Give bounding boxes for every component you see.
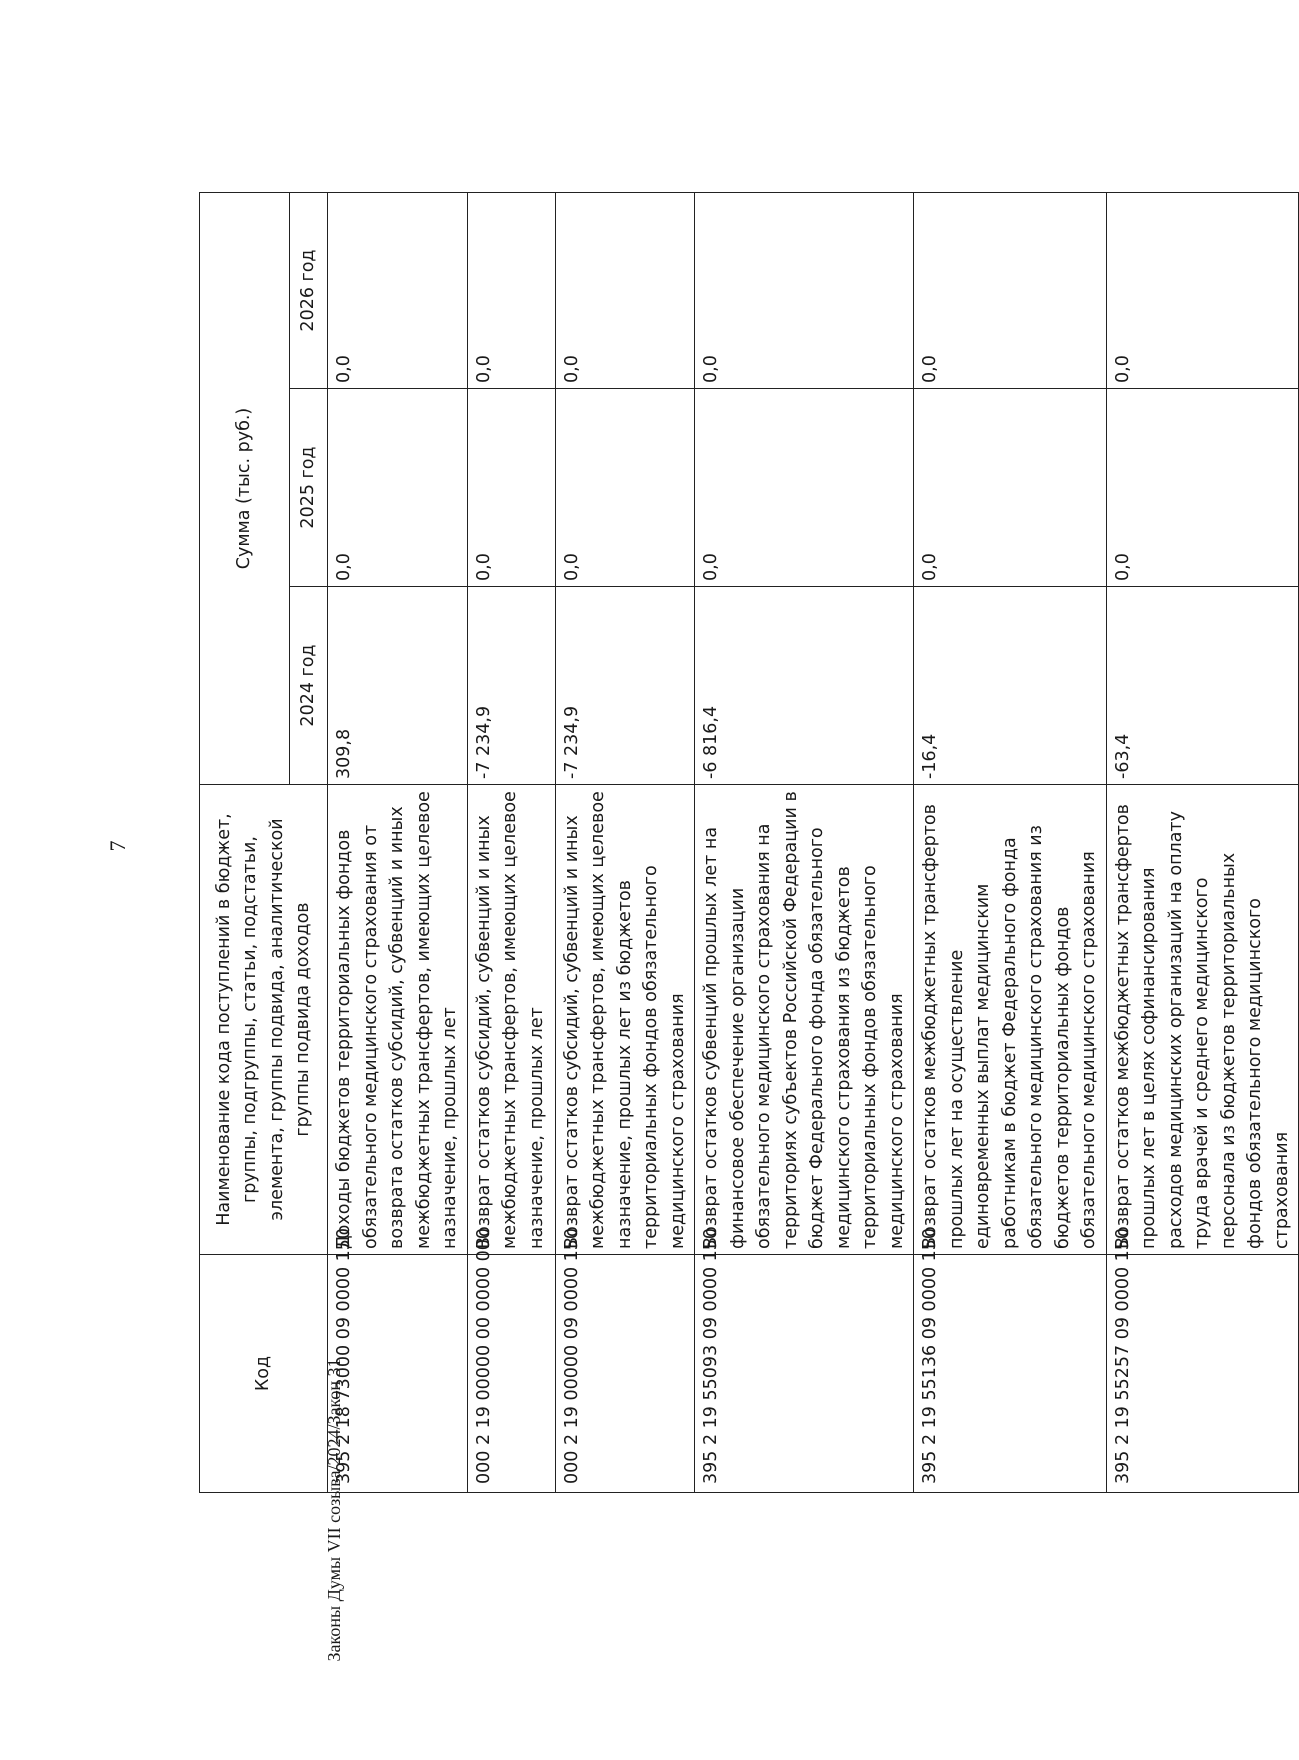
cell-2026: 0,0 xyxy=(467,193,555,389)
header-name: Наименование кода поступлений в бюджет, группы, подгруппы, статьи, подстатьи, элемента, группы подвида, аналитической группы подвида доходов xyxy=(200,785,328,1255)
cell-2026: 0,0 xyxy=(328,193,468,389)
cell-name: Возврат остатков субсидий, субвенций и иных межбюджетных трансфертов, имеющих целевое назначение, прошлых лет из бюджетов территориальных фондов обязательного медицинского страхования xyxy=(555,785,695,1255)
table-row xyxy=(467,193,555,1493)
cell-2024: -7 234,9 xyxy=(467,587,555,785)
table-row xyxy=(328,193,468,1493)
cell-2026: 0,0 xyxy=(695,193,914,389)
revenue-table xyxy=(199,192,1299,1493)
table-header-row xyxy=(200,193,290,1493)
cell-code: 395 2 19 55136 09 0000 150 xyxy=(914,1255,1107,1493)
cell-2024: -16,4 xyxy=(914,587,1107,785)
table-row xyxy=(914,193,1107,1493)
cell-2024: -6 816,4 xyxy=(695,587,914,785)
cell-name: Возврат остатков межбюджетных трансфертов прошлых лет в целях софинансирования расходов медицинских организаций на оплату труда врачей и среднего медицинского персонала из бюджетов территориальных фондов обязательного медицинского страхования xyxy=(1106,785,1299,1255)
header-code: Код xyxy=(200,1255,328,1493)
header-year-2025: 2025 год xyxy=(290,389,328,587)
cell-2025: 0,0 xyxy=(467,389,555,587)
cell-code: 395 2 19 55257 09 0000 150 xyxy=(1106,1255,1299,1493)
cell-name: Возврат остатков субсидий, субвенций и иных межбюджетных трансфертов, имеющих целевое назначение, прошлых лет xyxy=(467,785,555,1255)
cell-2025: 0,0 xyxy=(914,389,1107,587)
cell-code: 000 2 19 00000 00 0000 000 xyxy=(467,1255,555,1493)
cell-code: 395 2 18 73000 09 0000 150 xyxy=(328,1255,468,1493)
table-row xyxy=(695,193,914,1493)
cell-2025: 0,0 xyxy=(555,389,695,587)
table-row xyxy=(1106,193,1299,1493)
cell-2024: 309,8 xyxy=(328,587,468,785)
cell-name: Возврат остатков субвенций прошлых лет на финансовое обеспечение организации обязательного медицинского страхования на территориях субъектов Российской Федерации в бюджет Федерального фонда обязательного медицинского страхования из бюджетов территориальных фондов обязательного медицинского страхования xyxy=(695,785,914,1255)
table-row xyxy=(555,193,695,1493)
header-sum: Сумма (тыс. руб.) xyxy=(200,193,290,785)
page-number: 7 xyxy=(105,840,130,852)
cell-2026: 0,0 xyxy=(1106,193,1299,389)
cell-2026: 0,0 xyxy=(555,193,695,389)
header-year-2024: 2024 год xyxy=(290,587,328,785)
cell-2025: 0,0 xyxy=(695,389,914,587)
cell-2024: -7 234,9 xyxy=(555,587,695,785)
header-year-2026: 2026 год xyxy=(290,193,328,389)
cell-2025: 0,0 xyxy=(328,389,468,587)
cell-code: 395 2 19 55093 09 0000 150 xyxy=(695,1255,914,1493)
cell-name: Доходы бюджетов территориальных фондов обязательного медицинского страхования от возврата остатков субсидий, субвенций и иных межбюджетных трансфертов, имеющих целевое назначение, прошлых лет xyxy=(328,785,468,1255)
cell-code: 000 2 19 00000 09 0000 150 xyxy=(555,1255,695,1493)
document-footer: Законы Думы VII созыва/2024/Закон 31 xyxy=(324,1358,344,1662)
cell-2026: 0,0 xyxy=(914,193,1107,389)
cell-name: Возврат остатков межбюджетных трансфертов прошлых лет на осуществление единовременных выплат медицинским работникам в бюджет Федерального фонда обязательного медицинского страхования из бюджетов территориальных фондов обязательного медицинского страхования xyxy=(914,785,1107,1255)
cell-2024: -63,4 xyxy=(1106,587,1299,785)
cell-2025: 0,0 xyxy=(1106,389,1299,587)
